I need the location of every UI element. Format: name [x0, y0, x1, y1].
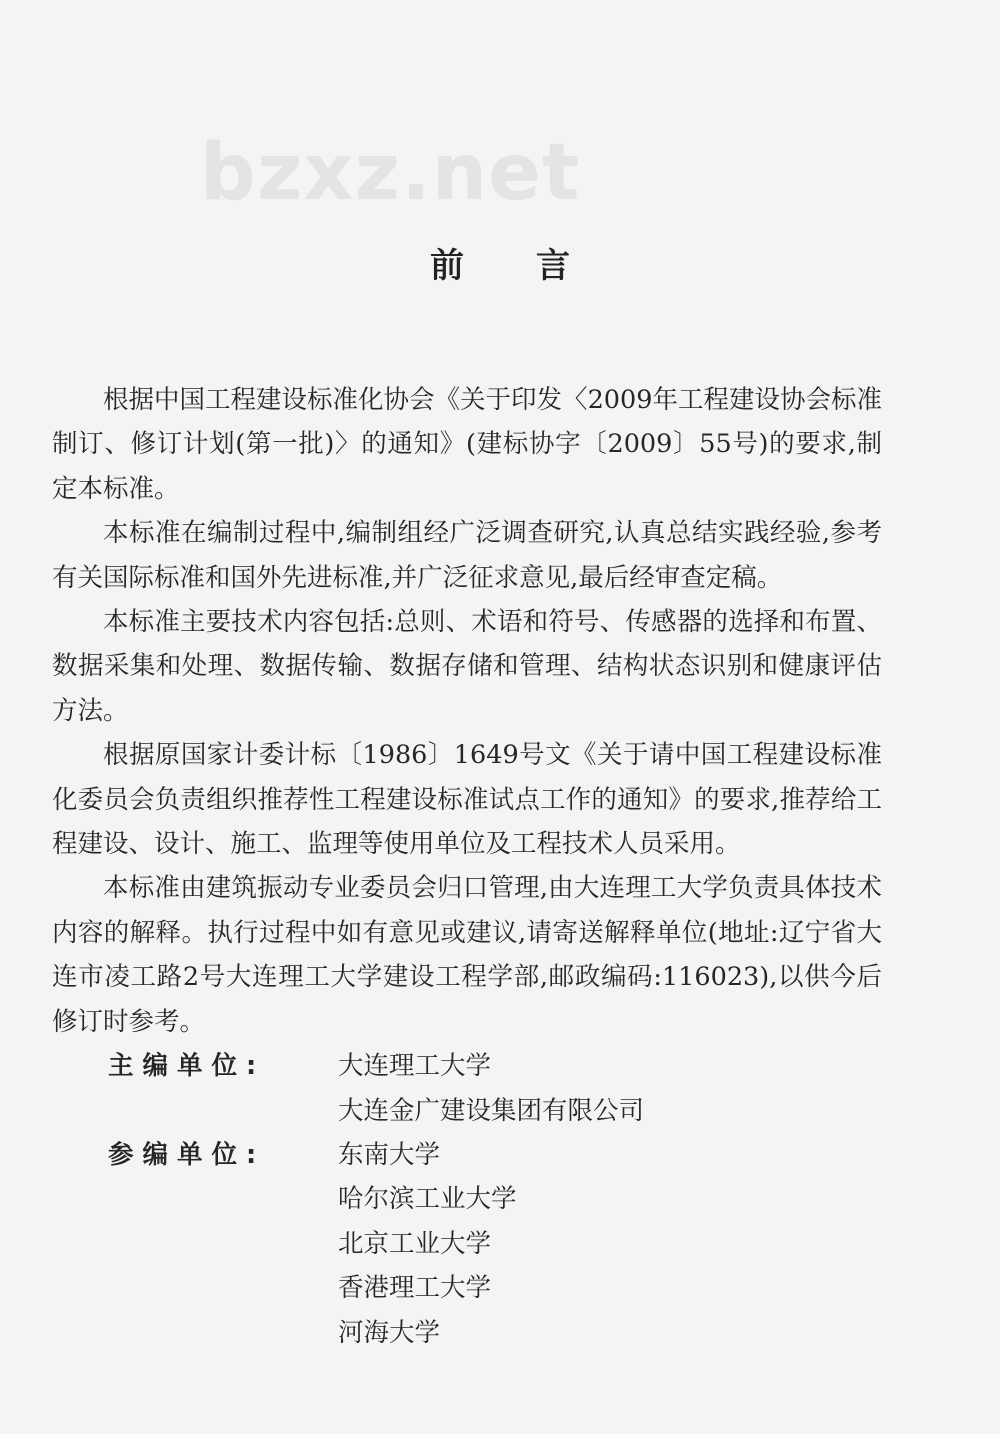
- paragraph-5: 本标准由建筑振动专业委员会归口管理,由大连理工大学负责具体技术内容的解释。执行过程中如有意见或建议,请寄送解释单位(地址:辽宁省大连市凌工路2号大连理工大学建设工程学部,邮政编码:116023),以供今后修订时参考。: [52, 873, 882, 1037]
- participating-unit-item: 东南大学: [338, 1139, 441, 1170]
- page-title: 前言: [430, 246, 642, 286]
- watermark: bzxz.net: [200, 128, 581, 218]
- participating-units: [52, 1133, 882, 1355]
- participating-units-list: [338, 1133, 882, 1355]
- participating-unit-item: 香港理工大学: [338, 1273, 492, 1304]
- participating-unit-item: 北京工业大学: [338, 1228, 492, 1259]
- paragraph-3: 本标准主要技术内容包括:总则、术语和符号、传感器的选择和布置、数据采集和处理、数据传输、数据存储和管理、结构状态识别和健康评估方法。: [52, 607, 882, 726]
- preface-body: [52, 378, 882, 1355]
- chief-units-label: 主编单位:: [108, 1051, 266, 1082]
- participating-unit-item: 河海大学: [338, 1317, 441, 1348]
- paragraph-1: 根据中国工程建设标准化协会《关于印发〈2009年工程建设协会标准制订、修订计划(第一批)〉的通知》(建标协字〔2009〕55号)的要求,制定本标准。: [52, 385, 882, 504]
- chief-units-list: [338, 1044, 882, 1133]
- participating-unit-item: 哈尔滨工业大学: [338, 1184, 517, 1215]
- paragraph-4: 根据原国家计委计标〔1986〕1649号文《关于请中国工程建设标准化委员会负责组织推荐性工程建设标准试点工作的通知》的要求,推荐给工程建设、设计、施工、监理等使用单位及工程技术人员采用。: [52, 740, 882, 860]
- chief-unit-item: 大连理工大学: [338, 1051, 492, 1082]
- chief-units: [52, 1044, 882, 1133]
- paragraph-2: 本标准在编制过程中,编制组经广泛调查研究,认真总结实践经验,参考有关国际标准和国外先进标准,并广泛征求意见,最后经审查定稿。: [52, 518, 882, 593]
- chief-unit-item: 大连金广建设集团有限公司: [338, 1095, 645, 1126]
- participating-units-label: 参编单位:: [108, 1139, 266, 1170]
